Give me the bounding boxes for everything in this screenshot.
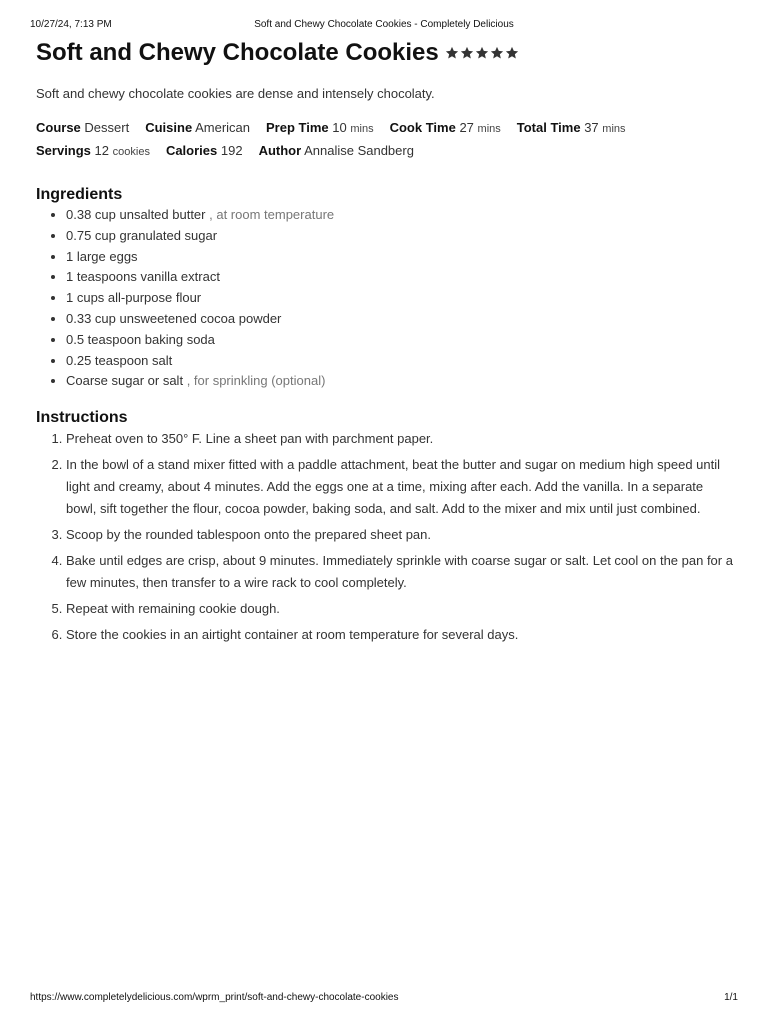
meta-cook-time xyxy=(390,117,501,140)
ingredient-item xyxy=(66,309,736,330)
meta-value: Annalise Sandberg xyxy=(304,143,414,158)
print-header xyxy=(30,19,738,33)
instruction-step: 4. Bake until edges are crisp, about 9 minutes. Immediately sprinkle with coarse sugar or salt. Let cool on the pan for a few minutes, then transfer to a wire rack to cool completely. xyxy=(66,550,736,594)
meta-cuisine xyxy=(145,117,250,140)
ingredient-text: 1 teaspoons vanilla extract xyxy=(66,269,220,285)
recipe-summary: Soft and chewy chocolate cookies are dense and intensely chocolaty. xyxy=(36,86,435,101)
ingredient-item xyxy=(66,371,736,392)
ingredient-item xyxy=(66,247,736,268)
meta-value: 192 xyxy=(220,143,243,158)
ingredient-text: Coarse sugar or salt xyxy=(66,373,184,389)
print-url: https://www.completelydelicious.com/wprm_print/soft-and-chewy-chocolate-cookies xyxy=(30,992,399,1003)
recipe-meta xyxy=(36,117,736,163)
meta-row xyxy=(36,140,736,163)
ingredient-item xyxy=(66,205,736,226)
star-icon xyxy=(505,46,519,60)
meta-label: Author xyxy=(258,143,302,158)
instruction-step: 1. Preheat oven to 350° F. Line a sheet pan with parchment paper. xyxy=(66,428,736,450)
ingredient-item xyxy=(66,288,736,309)
meta-label: Prep Time xyxy=(266,120,329,135)
instructions-heading: Instructions xyxy=(36,409,128,427)
ingredients-list xyxy=(36,205,736,392)
meta-author xyxy=(259,140,414,163)
meta-label: Cuisine xyxy=(145,120,193,135)
print-footer xyxy=(30,992,738,1006)
instruction-step: 3. Scoop by the rounded tablespoon onto the prepared sheet pan. xyxy=(66,524,736,546)
ingredient-text: 0.33 cup unsweetened cocoa powder xyxy=(66,310,282,326)
rating-stars xyxy=(445,46,519,60)
meta-value: 37 xyxy=(584,120,599,135)
meta-servings xyxy=(36,140,150,163)
meta-value: Dessert xyxy=(84,120,130,135)
ingredient-item xyxy=(66,351,736,372)
meta-prep-time xyxy=(266,117,374,140)
meta-value: 10 xyxy=(332,120,347,135)
instruction-step: 5. Repeat with remaining cookie dough. xyxy=(66,598,736,620)
meta-value: 12 xyxy=(94,143,110,158)
ingredients-heading: Ingredients xyxy=(36,186,123,203)
meta-label: Course xyxy=(36,120,81,135)
ingredient-item xyxy=(66,330,736,351)
meta-course xyxy=(36,117,129,140)
instructions-list xyxy=(36,428,736,646)
ingredient-note: , for sprinkling (optional) xyxy=(186,373,326,389)
meta-calories xyxy=(166,140,243,163)
meta-label: Total Time xyxy=(516,120,581,135)
meta-label: Cook Time xyxy=(389,120,456,135)
ingredient-text: 1 large eggs xyxy=(66,248,138,264)
meta-label: Servings xyxy=(36,143,91,158)
title-row xyxy=(36,38,736,68)
print-datetime: 10/27/24, 7:13 PM xyxy=(30,19,112,30)
ingredient-text: 0.5 teaspoon baking soda xyxy=(66,331,215,347)
meta-unit: cookies xyxy=(112,146,150,158)
ingredient-text: 1 cups all-purpose flour xyxy=(66,290,202,306)
recipe-title: Soft and Chewy Chocolate Cookies xyxy=(36,39,439,66)
page-count: 1/1 xyxy=(724,992,738,1003)
meta-label: Calories xyxy=(165,143,218,158)
star-icon xyxy=(460,46,474,60)
meta-row xyxy=(36,117,736,140)
recipe-card xyxy=(36,38,736,650)
star-icon xyxy=(475,46,489,60)
ingredient-item xyxy=(66,267,736,288)
meta-value: American xyxy=(195,120,251,135)
ingredient-item xyxy=(66,226,736,247)
ingredient-note: , at room temperature xyxy=(209,207,335,222)
meta-value: 27 xyxy=(459,120,474,135)
ingredient-text: 0.25 teaspoon salt xyxy=(66,352,173,368)
instruction-step: 2. In the bowl of a stand mixer fitted with a paddle attachment, beat the butter and sugar on medium high speed until light and creamy, about 4 minutes. Add the eggs one at a time, mixing after each. Add the vanilla. In a separate bowl, sift together the flour, cocoa powder, baking soda, and salt. Add to the mixer and mix until just combined. xyxy=(66,454,736,520)
meta-unit: mins xyxy=(350,123,374,135)
print-page-title: Soft and Chewy Chocolate Cookies - Completely Delicious xyxy=(254,19,514,30)
ingredient-text: 0.38 cup unsalted butter xyxy=(66,207,206,222)
meta-unit: mins xyxy=(602,123,626,135)
meta-unit: mins xyxy=(477,123,501,135)
instruction-step: 6. Store the cookies in an airtight container at room temperature for several days. xyxy=(66,624,736,646)
meta-total-time xyxy=(517,117,626,140)
star-icon xyxy=(445,46,459,60)
star-icon xyxy=(490,46,504,60)
ingredient-text: 0.75 cup granulated sugar xyxy=(66,227,218,243)
